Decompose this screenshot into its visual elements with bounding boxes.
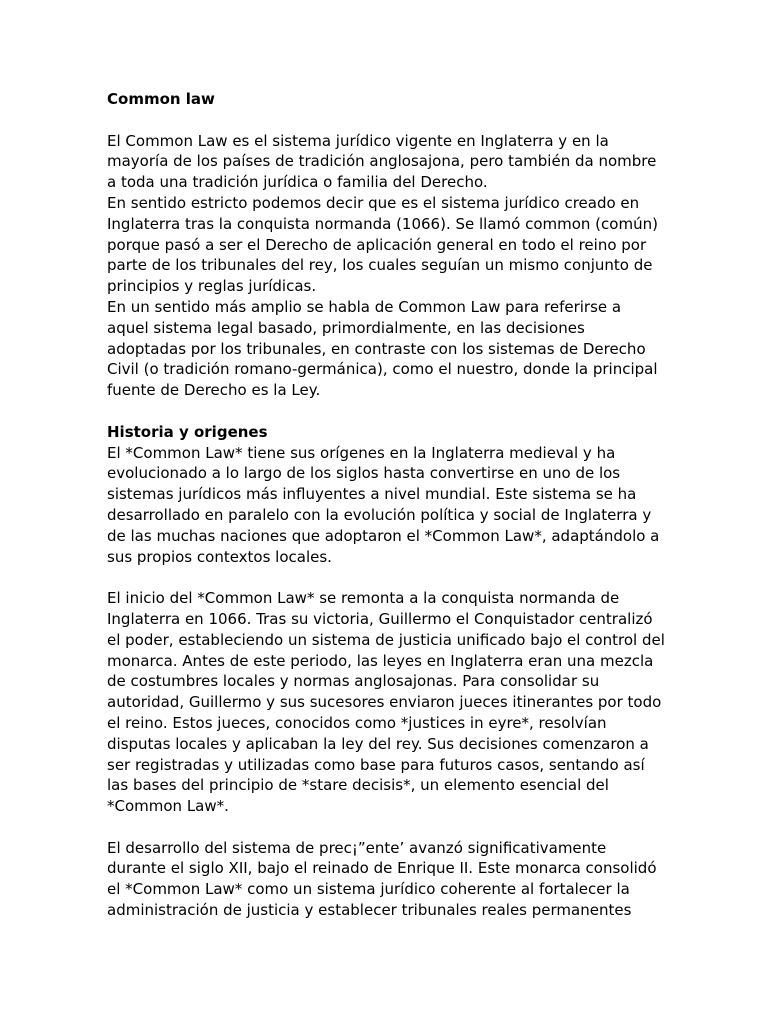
section-heading: Historia y origenes	[107, 422, 268, 441]
section-paragraph: El desarrollo del sistema de prec¡”ente’ avanzó significativamente durante el siglo XII, bajo el reinado de Enrique II. Este monarca consolidó el *Common Law* como un sistema jurídico coherente al fortalecer la administración de justicia y establecer tribunales reales permanentes	[107, 838, 657, 920]
spacer	[107, 110, 667, 131]
document-title: Common law	[107, 90, 215, 108]
intro-paragraph: En un sentido más amplio se habla de Common Law para referirse a aquel sistema legal basado, primordialmente, en las decisiones adoptadas por los tribunales, en contraste con los sistemas de Derecho Civil (o tradición romano-germánica), como el nuestro, donde la principal fuente de Derecho es la Ley.	[107, 297, 658, 400]
intro-paragraph: El Common Law es el sistema jurídico vigente en Inglaterra y en la mayoría de los países de tradición anglosajona, pero también da nombre a toda una tradición jurídica o familia del Derecho.	[107, 131, 657, 192]
spacer	[107, 567, 667, 588]
section-paragraph: El *Common Law* tiene sus orígenes en la Inglaterra medieval y ha evolucionado a lo largo de los siglos hasta convertirse en uno de los sistemas jurídicos más influyentes a nivel mundial. Este sistema se ha desarrollado en paralelo con la evolución política y social de Inglaterra y de las muchas naciones que adoptaron el *Common Law*, adaptándolo a sus propios contextos locales.	[107, 443, 660, 566]
section-paragraph: El inicio del *Common Law* se remonta a la conquista normanda de Inglaterra en 1066. Tras su victoria, Guillermo el Conquistador centralizó el poder, estableciendo un sistema de justicia unificado bajo el control del monarca. Antes de este periodo, las leyes en Inglaterra eran una mezcla de costumbres locales y normas anglosajonas. Para consolidar su autoridad, Guillermo y sus sucesores enviaron jueces itinerantes por todo el reino. Estos jueces, conocidos como *justices in eyre*, resolvían disputas locales y aplicaban la ley del rey. Sus decisiones comenzaron a ser registradas y utilizadas como base para futuros casos, sentando así las bases del principio de *stare decisis*, un elemento esencial del *Common Law*.	[107, 589, 665, 816]
intro-paragraph: En sentido estricto podemos decir que es el sistema jurídico creado en Inglaterra tras la conquista normanda (1066). Se llamó common (común) porque pasó a ser el Derecho de aplicación general en todo el reino por parte de los tribunales del rey, los cuales seguían un mismo conjunto de principios y reglas jurídicas.	[107, 193, 658, 296]
document-page	[107, 89, 667, 921]
spacer	[107, 817, 667, 838]
spacer	[107, 401, 667, 422]
